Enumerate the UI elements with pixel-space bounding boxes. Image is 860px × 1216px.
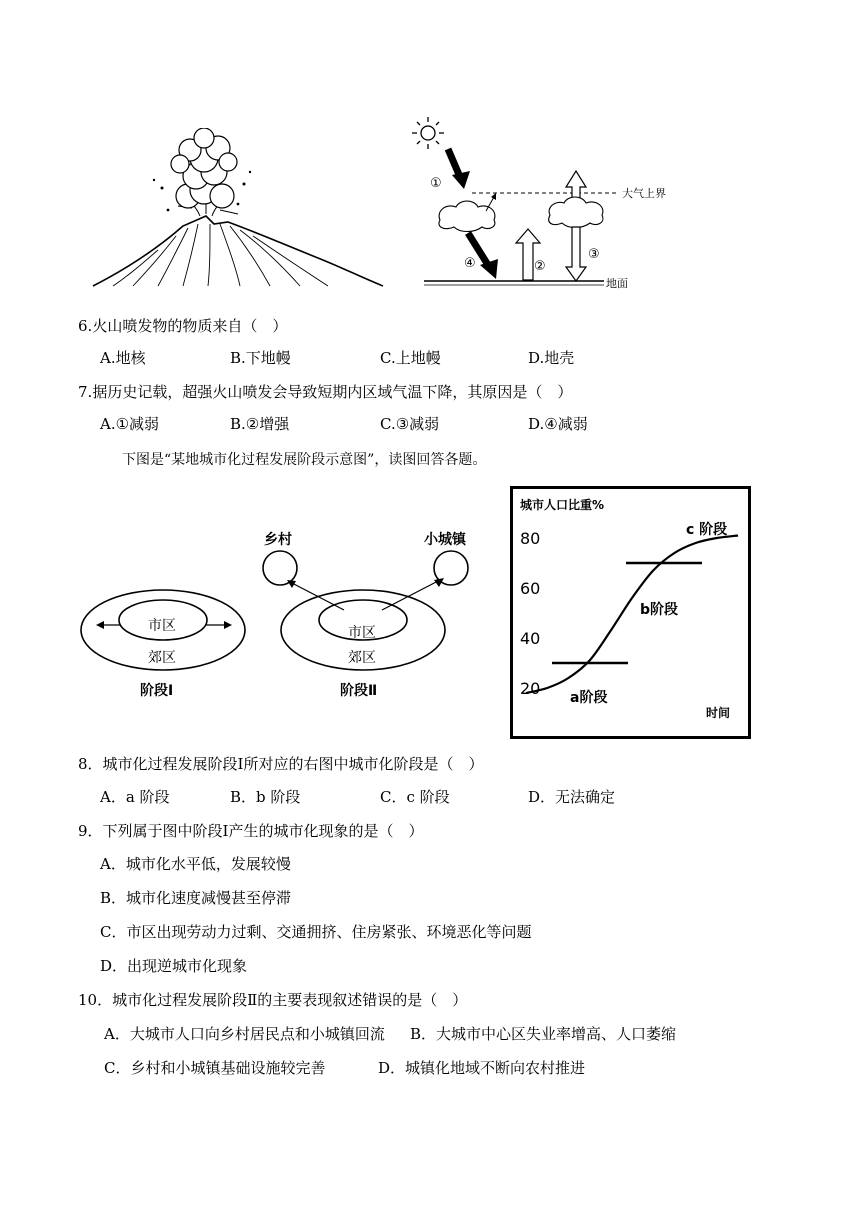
option-c: C.上地幔 [380, 349, 441, 367]
chart-xlabel: 时间 [706, 706, 731, 720]
suburb-label: 郊区 [148, 650, 176, 666]
option-b: B.②增强 [230, 415, 290, 433]
option-a: A．大城市人口向乡村居民点和小城镇回流 [104, 1025, 385, 1043]
option-c: C．市区出现劳动力过剩、交通拥挤、住房紧张、环境恶化等问题 [100, 923, 532, 941]
question-text: 下列属于图中阶段Ⅰ产生的城市化现象的是（ ） [102, 822, 424, 840]
y-tick-label: 80 [520, 529, 541, 548]
question-text: 火山喷发物的物质来自（ ） [92, 317, 288, 335]
question-10 [78, 990, 467, 1010]
question-number: 7. [78, 383, 93, 401]
arrow-label-3: ③ [588, 247, 600, 262]
stage-label: a阶段 [570, 690, 608, 706]
stage-label: c 阶段 [686, 522, 728, 538]
question-7 [78, 382, 572, 402]
question-8 [78, 754, 483, 774]
intro-text: 下图是“某地城市化过程发展阶段示意图”，读图回答各题。 [122, 452, 487, 468]
y-tick-label: 40 [520, 629, 541, 648]
town-label: 小城镇 [424, 532, 466, 548]
option-b: B．b 阶段 [230, 788, 301, 806]
stage-label: b阶段 [640, 602, 679, 618]
urbanization-curve-chart [510, 486, 752, 740]
question-number: 8． [78, 755, 103, 773]
question-text: 城市化过程发展阶段Ⅰ所对应的右图中城市化阶段是（ ） [102, 755, 484, 773]
question-number: 9． [78, 822, 103, 840]
village-label: 乡村 [264, 532, 292, 548]
urban-label: 市区 [148, 618, 176, 634]
volcano-illustration [88, 128, 388, 292]
question-9 [78, 821, 423, 841]
option-d: D.地壳 [528, 349, 575, 367]
y-tick-label: 60 [520, 579, 541, 598]
arrow-label-4: ④ [464, 256, 476, 271]
urban-label: 市区 [348, 625, 376, 641]
option-c: C．c 阶段 [380, 788, 450, 806]
chart-ylabel: 城市人口比重% [520, 498, 605, 512]
arrow-label-2: ② [534, 259, 546, 274]
sun-icon [412, 117, 444, 149]
option-d: D．无法确定 [528, 788, 616, 806]
stage1-label: 阶段Ⅰ [140, 683, 174, 699]
option-a: A．城市化水平低，发展较慢 [100, 855, 291, 873]
y-tick-label: 20 [520, 679, 541, 698]
atmosphere-top-label: 大气上界 [622, 187, 666, 200]
question-text: 据历史记载，超强火山喷发会导致短期内区域气温下降，其原因是（ ） [92, 383, 573, 401]
option-a: A.①减弱 [100, 415, 160, 433]
option-b: B．城市化速度减慢甚至停滞 [100, 889, 292, 907]
option-b: B.下地幔 [230, 349, 291, 367]
option-b: B．大城市中心区失业率增高、人口萎缩 [410, 1025, 677, 1043]
question-number: 10． [78, 991, 113, 1009]
option-d: D．城镇化地域不断向农村推进 [378, 1059, 586, 1077]
atmosphere-radiation-diagram [410, 115, 690, 295]
urbanization-stage-diagram [78, 520, 498, 710]
suburb-label: 郊区 [348, 650, 376, 666]
option-d: D.④减弱 [528, 415, 588, 433]
stage2-label: 阶段Ⅱ [340, 683, 378, 699]
arrow-label-1: ① [430, 176, 442, 191]
option-a: A．a 阶段 [100, 788, 170, 806]
question-6 [78, 316, 287, 336]
option-a: A.地核 [100, 349, 146, 367]
option-c: C.③减弱 [380, 415, 440, 433]
question-text: 城市化过程发展阶段Ⅱ的主要表现叙述错误的是（ ） [112, 991, 468, 1009]
ground-label: 地面 [606, 277, 628, 290]
question-number: 6. [78, 317, 93, 335]
option-c: C．乡村和小城镇基础设施较完善 [104, 1059, 326, 1077]
option-d: D．出现逆城市化现象 [100, 957, 248, 975]
